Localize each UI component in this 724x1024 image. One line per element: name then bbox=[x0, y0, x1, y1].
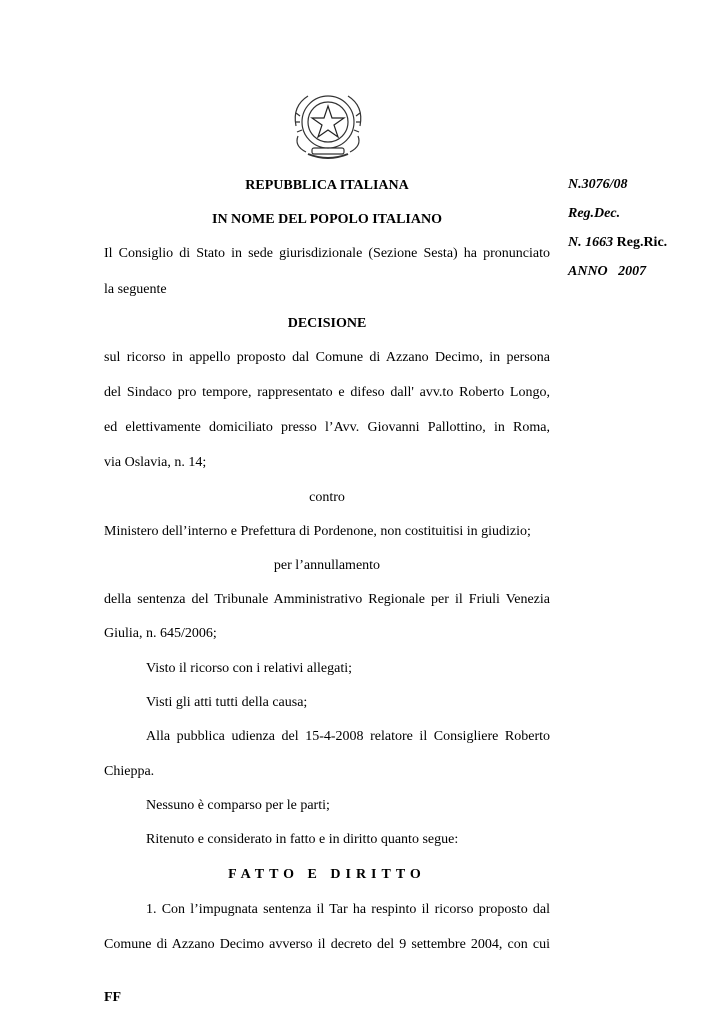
visto-line: Visto il ricorso con i relativi allegati; bbox=[146, 661, 352, 676]
udienza-line-2: Chieppa. bbox=[104, 764, 155, 779]
visti-line: Visti gli atti tutti della causa; bbox=[146, 695, 308, 710]
sentenza-line-1: della sentenza del Tribunale Amministrativo Regionale per il Friuli Venezia bbox=[104, 592, 550, 607]
side-box-anno: ANNO 2007 bbox=[568, 264, 647, 279]
para1-line-2: Comune di Azzano Decimo avverso il decreto del 9 settembre 2004, con cui bbox=[104, 937, 550, 952]
side-box-reg-ric: N. 1663 Reg.Ric. bbox=[568, 235, 668, 250]
intro-line-1: Il Consiglio di Stato in sede giurisdizionale (Sezione Sesta) ha pronunciato bbox=[104, 246, 550, 261]
intro-line-2: la seguente bbox=[104, 282, 167, 297]
ritenuto-line: Ritenuto e considerato in fatto e in diritto quanto segue: bbox=[146, 832, 459, 847]
ricorso-line-1: sul ricorso in appello proposto dal Comune di Azzano Decimo, in persona bbox=[104, 350, 550, 365]
side-box-reg-dec: Reg.Dec. bbox=[568, 206, 621, 221]
nessuno-line: Nessuno è comparso per le parti; bbox=[146, 798, 330, 813]
ricorso-line-3: ed elettivamente domiciliato presso l’Avv. Giovanni Pallottino, in Roma, bbox=[104, 420, 550, 435]
annullamento-label: per l’annullamento bbox=[273, 558, 381, 573]
para1-line-1: 1. Con l’impugnata sentenza il Tar ha respinto il ricorso proposto dal bbox=[146, 902, 550, 917]
contro-label: contro bbox=[309, 490, 345, 505]
ricorso-line-4: via Oslavia, n. 14; bbox=[104, 455, 207, 470]
sentenza-line-2: Giulia, n. 645/2006; bbox=[104, 626, 217, 641]
side-box-number: N.3076/08 bbox=[568, 177, 628, 192]
udienza-line-1: Alla pubblica udienza del 15-4-2008 relatore il Consigliere Roberto bbox=[146, 729, 550, 744]
decisione-heading: DECISIONE bbox=[287, 316, 367, 331]
ministero-line: Ministero dell’interno e Prefettura di Pordenone, non costituitisi in giudizio; bbox=[104, 524, 531, 539]
ricorso-line-2: del Sindaco pro tempore, rappresentato e difeso dall' avv.to Roberto Longo, bbox=[104, 385, 550, 400]
header-people: IN NOME DEL POPOLO ITALIANO bbox=[212, 212, 442, 227]
italian-republic-emblem-icon bbox=[286, 86, 370, 164]
footer-initials: FF bbox=[104, 990, 122, 1005]
header-republic: REPUBBLICA ITALIANA bbox=[245, 178, 409, 193]
fatto-diritto-heading: FATTO E DIRITTO bbox=[228, 867, 426, 882]
